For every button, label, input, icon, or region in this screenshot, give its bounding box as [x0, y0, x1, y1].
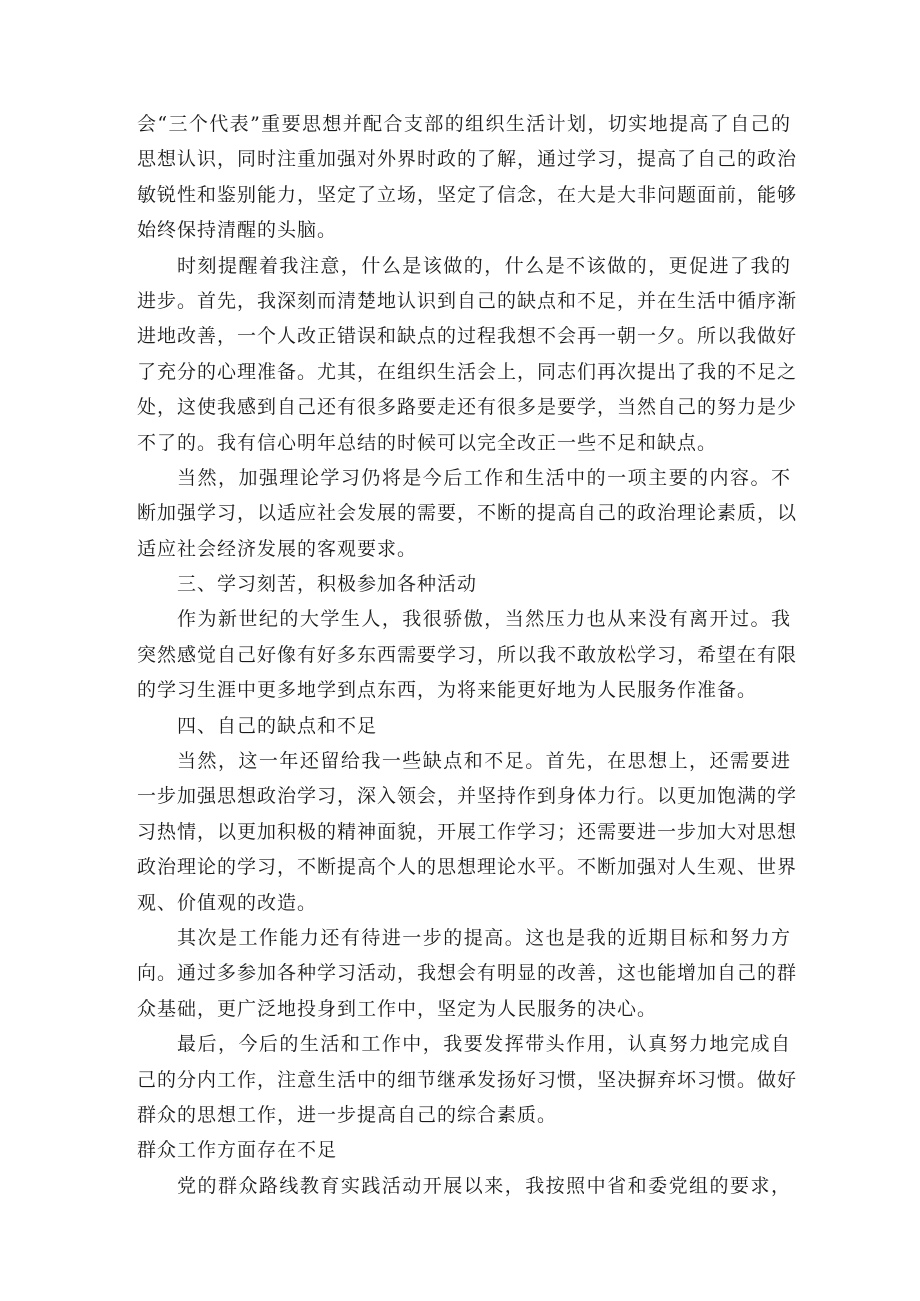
- section-heading: 群众工作方面存在不足: [137, 1139, 338, 1162]
- text-line: 突然感觉自己好像有好多东西需要学习，所以我不敢放松学习，希望在有限: [137, 643, 798, 666]
- text-line: 众基础，更广泛地投身到工作中，坚定为人民服务的决心。: [137, 997, 658, 1020]
- section-heading: 三、学习刻苦，积极参加各种活动: [177, 573, 478, 596]
- text-line: 不了的。我有信心明年总结的时候可以完全改正一些不足和缺点。: [137, 431, 718, 454]
- paragraph-first-line: 党的群众路线教育实践活动开展以来，我按照中省和委党组的要求，: [177, 1174, 791, 1197]
- paragraph-first-line: 其次是工作能力还有待进一步的提高。这也是我的近期目标和努力方: [177, 926, 791, 949]
- section-heading: 四、自己的缺点和不足: [177, 714, 378, 737]
- text-line: 敏锐性和鉴别能力，坚定了立场，坚定了信念，在大是大非问题面前，能够: [137, 183, 798, 206]
- text-line: 政治理论的学习，不断提高个人的思想理论水平。不断加强对人生观、世界: [137, 856, 798, 879]
- text-line: 进地改善，一个人改正错误和缺点的过程我想不会再一朝一夕。所以我做好: [137, 325, 798, 348]
- text-line: 断加强学习，以适应社会发展的需要，不断的提高自己的政治理论素质，以: [137, 502, 798, 525]
- text-line: 了充分的心理准备。尤其，在组织生活会上，同志们再次提出了我的不足之: [137, 360, 798, 383]
- text-line: 观、价值观的改造。: [137, 891, 318, 914]
- text-line: 己的分内工作，注意生活中的细节继承发扬好习惯，坚决摒弃坏习惯。做好: [137, 1068, 798, 1091]
- paragraph-first-line: 时刻提醒着我注意，什么是该做的，什么是不该做的，更促进了我的: [177, 254, 791, 277]
- text-line: 处，这使我感到自己还有很多路要走还有很多是要学，当然自己的努力是少: [137, 396, 798, 419]
- text-line: 会“三个代表”重要思想并配合支部的组织生活计划，切实地提高了自己的: [137, 113, 791, 135]
- paragraph-first-line: 当然，加强理论学习仍将是今后工作和生活中的一项主要的内容。不: [177, 466, 791, 489]
- text-line: 群众的思想工作，进一步提高自己的综合素质。: [137, 1103, 558, 1126]
- text-line: 习热情，以更加积极的精神面貌，开展工作学习；还需要进一步加大对思想: [137, 820, 798, 843]
- paragraph-first-line: 作为新世纪的大学生人，我很骄傲，当然压力也从来没有离开过。我: [177, 608, 791, 631]
- document-body: [137, 107, 798, 1204]
- text-line: 适应社会经济发展的客观要求。: [137, 537, 418, 560]
- text-line: 思想认识，同时注重加强对外界时政的了解，通过学习，提高了自己的政治: [137, 148, 798, 171]
- text-line: 的学习生涯中更多地学到点东西，为将来能更好地为人民服务作准备。: [137, 679, 758, 702]
- text-line: 始终保持清醒的头脑。: [137, 219, 338, 242]
- paragraph-first-line: 最后，今后的生活和工作中，我要发挥带头作用，认真努力地完成自: [177, 1033, 791, 1056]
- text-line: 向。通过多参加各种学习活动，我想会有明显的改善，这也能增加自己的群: [137, 962, 798, 985]
- text-line: 一步加强思想政治学习，深入领会，并坚持作到身体力行。以更加饱满的学: [137, 785, 798, 808]
- paragraph-first-line: 当然，这一年还留给我一些缺点和不足。首先，在思想上，还需要进: [177, 750, 791, 773]
- text-line: 进步。首先，我深刻而清楚地认识到自己的缺点和不足，并在生活中循序渐: [137, 289, 798, 312]
